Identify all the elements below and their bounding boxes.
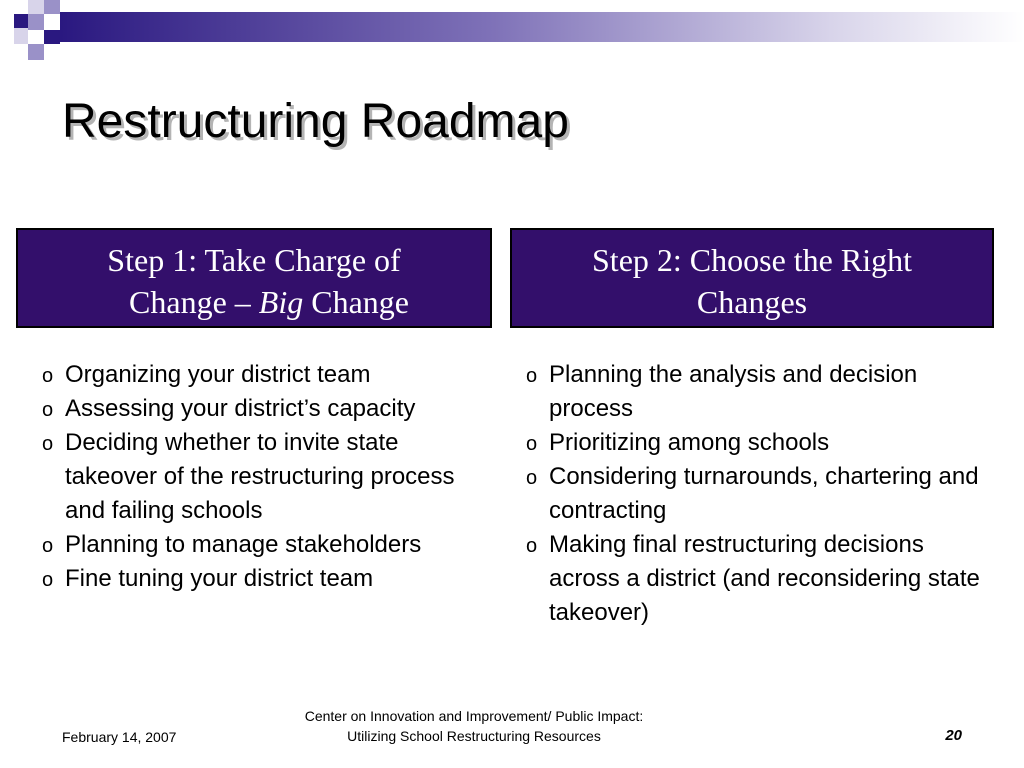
deco-square (28, 30, 44, 44)
list-item (526, 358, 996, 426)
footer-source-line1: Center on Innovation and Improvement/ Public Impact: (304, 708, 644, 724)
list-item (526, 426, 996, 460)
step1-line2-prefix: Change – (129, 284, 259, 320)
list-item-text: Fine tuning your district team (65, 565, 374, 592)
footer-source-line2: Utilizing School Restructuring Resources (347, 728, 601, 744)
slide-title: Restructuring Roadmap (62, 95, 569, 148)
bullet-icon: o (526, 433, 538, 455)
list-item-text: Considering turnarounds, chartering and contracting (549, 463, 979, 524)
step1-line2-emphasis: Big (258, 284, 304, 320)
footer-source (224, 706, 724, 746)
step2-line1: Step 2: Choose the Right (592, 242, 912, 278)
list-item-text: Organizing your district team (65, 361, 371, 388)
list-item (42, 562, 492, 596)
footer-date: February 14, 2007 (62, 729, 177, 745)
list-item-text: Deciding whether to invite state takeover of the restructuring process and failing schools (65, 429, 455, 524)
header-gradient-bar (60, 12, 1024, 42)
step1-box (16, 228, 492, 328)
page-number: 20 (945, 727, 962, 744)
deco-square (44, 14, 60, 30)
step2-box (510, 228, 994, 328)
list-item (42, 528, 492, 562)
bullet-icon: o (42, 433, 54, 455)
list-item (42, 392, 492, 426)
bullet-icon: o (42, 569, 54, 591)
bullet-icon: o (526, 365, 538, 387)
list-item (526, 460, 996, 528)
list-item-text: Assessing your district’s capacity (65, 395, 416, 422)
bullet-icon: o (526, 535, 538, 557)
step1-list (42, 358, 492, 596)
deco-square (14, 14, 28, 28)
step2-line2: Changes (696, 284, 808, 320)
list-item-text: Prioritizing among schools (549, 429, 830, 456)
step1-line1: Step 1: Take Charge of (107, 242, 401, 278)
deco-square (28, 0, 44, 14)
deco-square (28, 44, 44, 60)
deco-square (44, 30, 60, 44)
bullet-icon: o (42, 365, 54, 387)
deco-square (14, 28, 28, 44)
step1-line2-suffix: Change (303, 284, 409, 320)
list-item (42, 426, 492, 528)
deco-square (44, 0, 60, 14)
list-item-text: Planning to manage stakeholders (65, 531, 422, 558)
bullet-icon: o (526, 467, 538, 489)
step2-list (526, 358, 996, 630)
list-item-text: Planning the analysis and decision process (549, 361, 918, 422)
bullet-icon: o (42, 535, 54, 557)
step1-line2 (18, 281, 490, 323)
list-item (526, 528, 996, 630)
list-item (42, 358, 492, 392)
list-item-text: Making final restructuring decisions across a district (and reconsidering state takeover) (549, 531, 980, 626)
deco-square (28, 14, 44, 30)
bullet-icon: o (42, 399, 54, 421)
header-decoration (0, 0, 1024, 70)
